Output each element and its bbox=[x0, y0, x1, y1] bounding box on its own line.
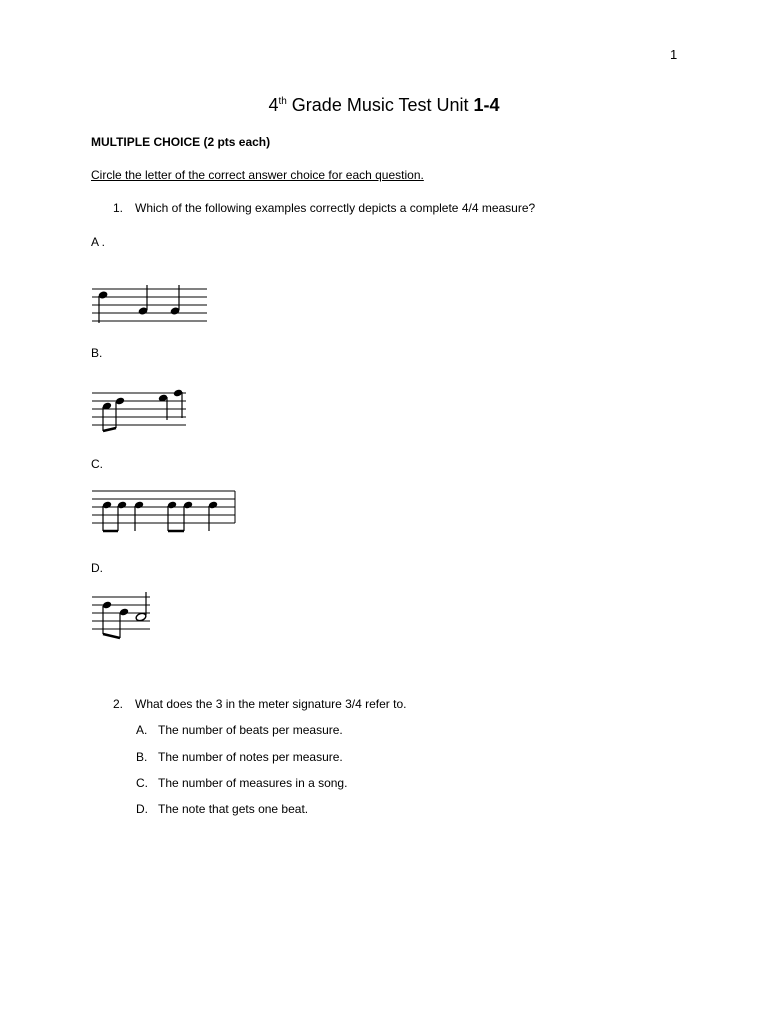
answer-text: The number of measures in a song. bbox=[158, 776, 348, 790]
title-grade-number: 4 bbox=[268, 95, 279, 115]
answer-d[interactable] bbox=[136, 802, 308, 816]
instruction: Circle the letter of the correct answer choice for each question. bbox=[91, 168, 424, 182]
answer-a[interactable] bbox=[136, 723, 343, 737]
page-title bbox=[0, 95, 768, 116]
answer-text: The number of notes per measure. bbox=[158, 750, 343, 764]
staff-b bbox=[92, 393, 186, 425]
answer-letter: C. bbox=[136, 776, 148, 790]
notes-c bbox=[102, 501, 218, 531]
question-number: 2. bbox=[113, 697, 124, 711]
answer-text: The number of beats per measure. bbox=[158, 723, 343, 737]
notes-d bbox=[102, 592, 147, 638]
title-text: Grade Music Test Unit bbox=[286, 95, 474, 115]
staff-c bbox=[92, 491, 235, 523]
answer-text: The note that gets one beat. bbox=[158, 802, 309, 816]
page-number: 1 bbox=[670, 47, 678, 62]
answer-letter: A. bbox=[136, 723, 148, 737]
title-grade-suffix: th bbox=[278, 96, 287, 107]
notes-b bbox=[102, 389, 183, 431]
question-text: Which of the following examples correctly depicts a complete 4/4 measure? bbox=[135, 201, 536, 215]
question-1 bbox=[113, 201, 535, 215]
question-number: 1. bbox=[113, 201, 124, 215]
choice-letter-d[interactable]: D. bbox=[91, 561, 103, 575]
staff-a bbox=[92, 289, 207, 321]
choice-letter-c[interactable]: C. bbox=[91, 457, 103, 471]
choice-letter-b[interactable]: B. bbox=[91, 346, 103, 360]
section-heading: MULTIPLE CHOICE (2 pts each) bbox=[91, 135, 271, 149]
notes-a bbox=[98, 285, 181, 323]
answer-b[interactable] bbox=[136, 750, 343, 764]
choice-letter-a[interactable]: A . bbox=[91, 235, 106, 249]
answer-letter: B. bbox=[136, 750, 148, 764]
question-text: What does the 3 in the meter signature 3/4 refer to. bbox=[135, 697, 407, 711]
answer-c[interactable] bbox=[136, 776, 347, 790]
staff-d bbox=[92, 597, 150, 629]
title-unit: 1-4 bbox=[473, 95, 500, 115]
answer-letter: D. bbox=[136, 802, 148, 816]
question-2 bbox=[113, 697, 406, 711]
